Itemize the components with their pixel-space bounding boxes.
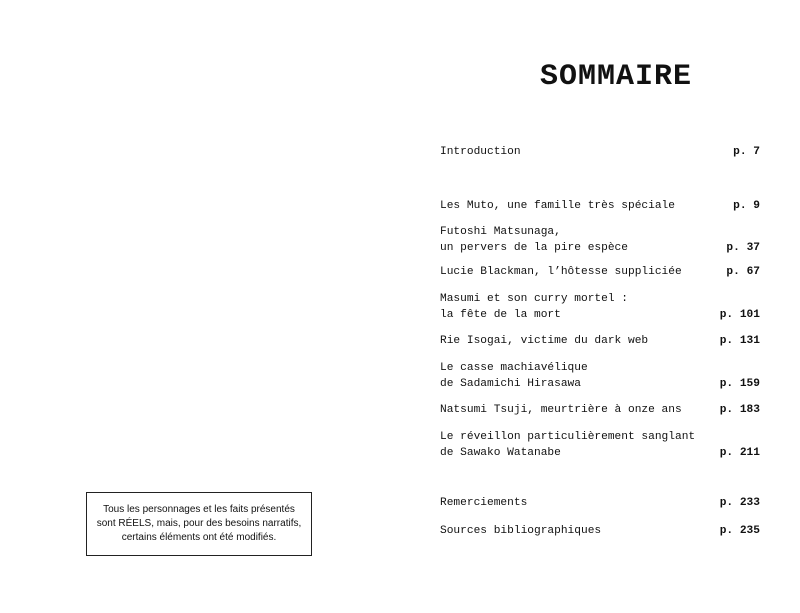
toc-entry-page: p. 9	[733, 200, 760, 212]
disclaimer-box	[86, 492, 312, 556]
toc-entry-title: Les Muto, une famille très spéciale	[440, 200, 675, 212]
toc-entry-title-line-2: de Sadamichi Hirasawa	[440, 378, 581, 390]
page-title: SOMMAIRE	[539, 60, 692, 94]
disclaimer-line-3: certains éléments ont été modifiés.	[121, 532, 277, 543]
toc-entry-title: Lucie Blackman, l’hôtesse suppliciée	[440, 266, 682, 278]
toc-entry-title: Natsumi Tsuji, meurtrière à onze ans	[440, 404, 682, 416]
toc-entry-title-line-1: Futoshi Matsunaga,	[440, 226, 561, 238]
toc-entry-title: Remerciements	[440, 497, 528, 509]
toc-entry-page: p. 235	[719, 525, 760, 537]
toc-entry-page: p. 131	[719, 335, 760, 347]
toc-entry-title-line-1: Le réveillon particulièrement sanglant	[440, 431, 696, 443]
toc-entry-page: p. 101	[719, 309, 760, 321]
toc-entry-page: p. 7	[733, 146, 760, 158]
toc-entry-page: p. 233	[719, 497, 760, 509]
toc-entry-remerciements[interactable]	[440, 495, 760, 511]
toc-entry-title: Sources bibliographiques	[440, 525, 602, 537]
toc-entry-title-line-2: un pervers de la pire espèce	[440, 242, 628, 254]
toc-entry-blackman[interactable]	[440, 264, 760, 280]
toc-entry-page: p. 37	[726, 242, 760, 254]
toc-entry-matsunaga[interactable]	[440, 224, 760, 256]
toc-entry-title: Introduction	[440, 146, 521, 158]
toc-entry-page: p. 159	[719, 378, 760, 390]
toc-entry-page: p. 211	[719, 447, 760, 459]
toc-entry-watanabe[interactable]	[440, 429, 760, 461]
toc-entry-title-line-2: de Sawako Watanabe	[440, 447, 561, 459]
toc-entry-tsuji[interactable]	[440, 402, 760, 418]
toc-entry-muto[interactable]	[440, 198, 760, 214]
toc-entry-page: p. 183	[719, 404, 760, 416]
toc-entry-isogai[interactable]	[440, 333, 760, 349]
toc-entry-hirasawa[interactable]	[440, 360, 760, 392]
toc-entry-page: p. 67	[726, 266, 760, 278]
toc-entry-introduction[interactable]	[440, 144, 760, 160]
toc-entry-sources[interactable]	[440, 523, 760, 539]
toc-entry-title-line-2: la fête de la mort	[440, 309, 561, 321]
toc-entry-title-line-1: Masumi et son curry mortel :	[440, 293, 628, 305]
toc-entry-title-line-1: Le casse machiavélique	[440, 362, 588, 374]
disclaimer-line-2: sont RÉELS, mais, pour des besoins narratifs,	[96, 518, 302, 529]
toc-entry-masumi[interactable]	[440, 291, 760, 323]
toc-entry-title: Rie Isogai, victime du dark web	[440, 335, 649, 347]
disclaimer-line-1: Tous les personnages et les faits présentés	[103, 504, 295, 515]
